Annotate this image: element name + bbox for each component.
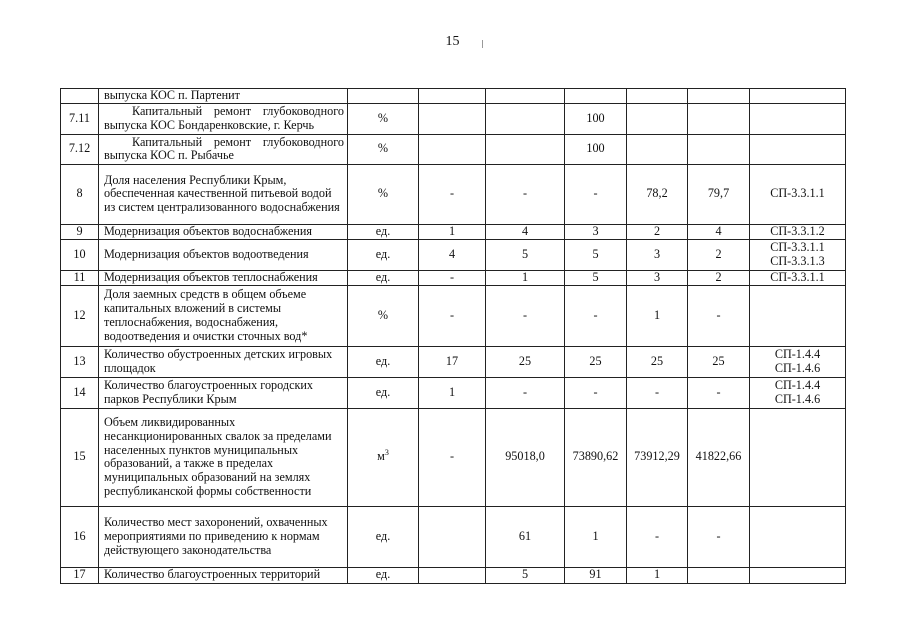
- value-cell: [627, 103, 688, 134]
- indicator-name: Модернизация объектов теплоснабжения: [99, 270, 348, 285]
- page-number: 15: [445, 34, 460, 49]
- value-cell: -: [419, 270, 486, 285]
- unit: [348, 377, 419, 408]
- table-row: [61, 506, 846, 567]
- row-number: 16: [61, 506, 99, 567]
- value-cell: -: [688, 506, 750, 567]
- row-number: 13: [61, 346, 99, 377]
- reference-code: [750, 567, 846, 583]
- value-cell: [419, 567, 486, 583]
- value-cell: -: [419, 164, 486, 224]
- value-cell: -: [565, 164, 627, 224]
- indicator-name: Доля населения Республики Крым, обеспеченная качественной питьевой водой из систем централизованного водоснабжения: [99, 164, 348, 224]
- unit-label: ед.: [375, 528, 391, 543]
- value-cell: -: [565, 285, 627, 346]
- row-number: 17: [61, 567, 99, 583]
- value-cell: [688, 89, 750, 104]
- value-cell: 73912,29: [627, 408, 688, 506]
- table-row: [61, 377, 846, 408]
- value-cell: -: [565, 377, 627, 408]
- unit-superscript: 3: [384, 448, 389, 458]
- unit-label: ед.: [375, 224, 391, 238]
- row-number: [61, 89, 99, 104]
- value-cell: 5: [486, 239, 565, 270]
- unit: [348, 134, 419, 164]
- reference-code: [750, 89, 846, 104]
- row-number: 11: [61, 270, 99, 285]
- reference-code: [750, 103, 846, 134]
- value-cell: [486, 89, 565, 104]
- unit-label: ед.: [375, 384, 391, 399]
- unit-label: ед.: [375, 567, 391, 582]
- unit-label: %: [377, 110, 389, 125]
- indicator-name: Капитальный ремонт глубоководного выпуска КОС п. Рыбачье: [99, 134, 348, 164]
- scan-mark: [482, 40, 483, 48]
- row-number: 8: [61, 164, 99, 224]
- value-cell: 25: [565, 346, 627, 377]
- unit: [348, 224, 419, 239]
- unit: [348, 506, 419, 567]
- reference-code: [750, 408, 846, 506]
- value-cell: 2: [627, 224, 688, 239]
- table-row: [61, 103, 846, 134]
- table-body: [61, 89, 846, 584]
- unit-label: %: [377, 307, 389, 322]
- value-cell: -: [688, 285, 750, 346]
- value-cell: 3: [627, 239, 688, 270]
- value-cell: -: [486, 285, 565, 346]
- row-number: 12: [61, 285, 99, 346]
- value-cell: 5: [565, 270, 627, 285]
- indicator-name: Модернизация объектов водоснабжения: [99, 224, 348, 239]
- table-row: [61, 270, 846, 285]
- value-cell: 95018,0: [486, 408, 565, 506]
- value-cell: [419, 89, 486, 104]
- value-cell: 4: [688, 224, 750, 239]
- value-cell: 3: [627, 270, 688, 285]
- value-cell: 78,2: [627, 164, 688, 224]
- unit: [348, 408, 419, 506]
- unit-label: %: [377, 186, 389, 201]
- unit-label: %: [377, 141, 389, 156]
- indicator-name: Количество мест захоронений, охваченных мероприятиями по приведению к нормам действующего законодательства: [99, 506, 348, 567]
- unit: [348, 239, 419, 270]
- indicators-table: [60, 88, 846, 584]
- value-cell: [419, 134, 486, 164]
- value-cell: 2: [688, 270, 750, 285]
- row-number: 14: [61, 377, 99, 408]
- value-cell: 100: [565, 134, 627, 164]
- reference-code: СП-3.3.1.1: [750, 164, 846, 224]
- row-number: 7.11: [61, 103, 99, 134]
- value-cell: [419, 103, 486, 134]
- value-cell: -: [419, 285, 486, 346]
- value-cell: [419, 506, 486, 567]
- value-cell: 1: [419, 224, 486, 239]
- row-number: 9: [61, 224, 99, 239]
- reference-code: [750, 134, 846, 164]
- indicator-name: выпуска КОС п. Партенит: [99, 89, 348, 104]
- value-cell: 1: [565, 506, 627, 567]
- table-row: [61, 408, 846, 506]
- value-cell: 4: [419, 239, 486, 270]
- reference-code: [750, 285, 846, 346]
- unit: [348, 89, 419, 104]
- row-number: 15: [61, 408, 99, 506]
- value-cell: [486, 134, 565, 164]
- value-cell: 17: [419, 346, 486, 377]
- reference-code: СП-3.3.1.1 СП-3.3.1.3: [750, 239, 846, 270]
- table-row: [61, 164, 846, 224]
- reference-code: [750, 506, 846, 567]
- reference-code: СП-3.3.1.1: [750, 270, 846, 285]
- unit: [348, 103, 419, 134]
- value-cell: 3: [565, 224, 627, 239]
- indicator-name: Модернизация объектов водоотведения: [99, 239, 348, 270]
- value-cell: 1: [486, 270, 565, 285]
- indicator-name: Количество обустроенных детских игровых площадок: [99, 346, 348, 377]
- value-cell: [627, 89, 688, 104]
- indicator-name: Объем ликвидированных несанкционированных свалок за пределами населенных пунктов муниципальных образований, а также в пределах муниципальных образований на землях республиканской формы собственности: [99, 408, 348, 506]
- value-cell: 5: [486, 567, 565, 583]
- value-cell: 2: [688, 239, 750, 270]
- value-cell: 1: [627, 285, 688, 346]
- table-row: [61, 567, 846, 583]
- table-row: [61, 346, 846, 377]
- unit-label: ед.: [375, 270, 391, 284]
- unit: [348, 346, 419, 377]
- reference-code: СП-3.3.1.2: [750, 224, 846, 239]
- value-cell: [688, 134, 750, 164]
- table-row: [61, 89, 846, 104]
- unit: [348, 285, 419, 346]
- value-cell: -: [486, 377, 565, 408]
- unit-label: м: [377, 449, 385, 464]
- indicator-name: Доля заемных средств в общем объеме капитальных вложений в системы теплоснабжения, водоснабжения, водоотведения и очистки сточных вод*: [99, 285, 348, 346]
- value-cell: 25: [627, 346, 688, 377]
- value-cell: 1: [627, 567, 688, 583]
- value-cell: [565, 89, 627, 104]
- value-cell: 4: [486, 224, 565, 239]
- row-number: 7.12: [61, 134, 99, 164]
- unit-label: ед.: [375, 353, 391, 368]
- unit: [348, 270, 419, 285]
- table-row: [61, 134, 846, 164]
- value-cell: 25: [688, 346, 750, 377]
- value-cell: [486, 103, 565, 134]
- unit-label: ед.: [375, 246, 391, 261]
- table-row: [61, 285, 846, 346]
- indicator-name: Количество благоустроенных территорий: [99, 567, 348, 583]
- value-cell: -: [688, 377, 750, 408]
- unit: [348, 164, 419, 224]
- value-cell: -: [486, 164, 565, 224]
- value-cell: 61: [486, 506, 565, 567]
- value-cell: 79,7: [688, 164, 750, 224]
- value-cell: 73890,62: [565, 408, 627, 506]
- value-cell: -: [419, 408, 486, 506]
- indicator-name: Капитальный ремонт глубоководного выпуска КОС Бондаренковские, г. Керчь: [99, 103, 348, 134]
- value-cell: 100: [565, 103, 627, 134]
- reference-code: СП-1.4.4 СП-1.4.6: [750, 377, 846, 408]
- table-row: [61, 224, 846, 239]
- row-number: 10: [61, 239, 99, 270]
- value-cell: 5: [565, 239, 627, 270]
- table-row: [61, 239, 846, 270]
- value-cell: 91: [565, 567, 627, 583]
- value-cell: -: [627, 506, 688, 567]
- value-cell: [688, 103, 750, 134]
- value-cell: 25: [486, 346, 565, 377]
- value-cell: [688, 567, 750, 583]
- value-cell: [627, 134, 688, 164]
- value-cell: 1: [419, 377, 486, 408]
- reference-code: СП-1.4.4 СП-1.4.6: [750, 346, 846, 377]
- unit: [348, 567, 419, 583]
- value-cell: -: [627, 377, 688, 408]
- value-cell: 41822,66: [688, 408, 750, 506]
- indicator-name: Количество благоустроенных городских парков Республики Крым: [99, 377, 348, 408]
